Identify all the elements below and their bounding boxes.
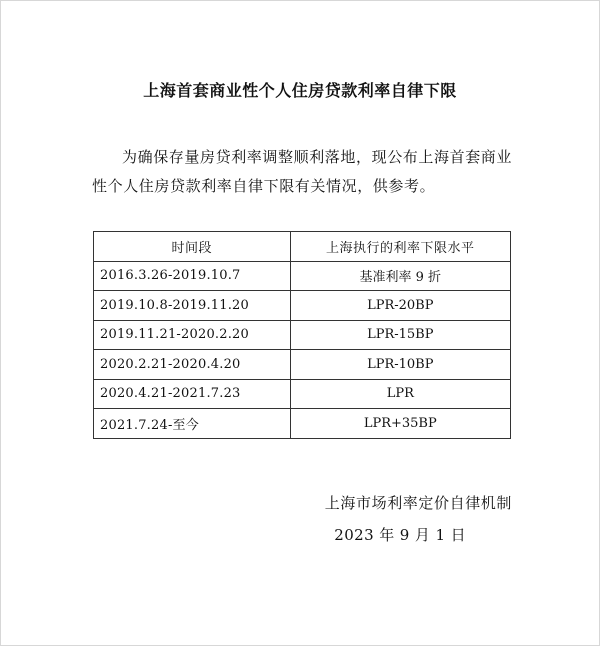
row-rate: LPR+35BP [290,409,510,439]
row-period: 2016.3.26-2019.10.7 [94,261,291,291]
rate-floor-table [93,231,511,439]
table-row [94,379,511,409]
document-title: 上海首套商业性个人住房贷款利率自律下限 [143,81,457,100]
intro-paragraph: 为确保存量房贷利率调整顺利落地，现公布上海首套商业性个人住房贷款利率自律下限有关情况，供参考。 [92,148,513,195]
row-rate: LPR [290,379,510,409]
table-header-row [94,232,511,262]
table-row [94,350,511,380]
row-period: 2021.7.24-至今 [94,409,291,439]
header-period: 时间段 [94,232,291,262]
table-row [94,261,511,291]
row-period: 2020.2.21-2020.4.20 [94,350,291,380]
row-rate: LPR-10BP [290,350,510,380]
row-period: 2019.10.8-2019.11.20 [94,291,291,321]
table-row [94,409,511,439]
row-rate: LPR-20BP [290,291,510,321]
issue-date: 2023 年 9 月 1 日 [334,526,466,544]
table-row [94,320,511,350]
row-rate: 基准利率 9 折 [290,261,510,291]
issuer-signature: 上海市场利率定价自律机制 [324,494,512,512]
header-rate-floor: 上海执行的利率下限水平 [290,232,510,262]
table-row [94,291,511,321]
row-rate: LPR-15BP [290,320,510,350]
row-period: 2019.11.21-2020.2.20 [94,320,291,350]
row-period: 2020.4.21-2021.7.23 [94,379,291,409]
